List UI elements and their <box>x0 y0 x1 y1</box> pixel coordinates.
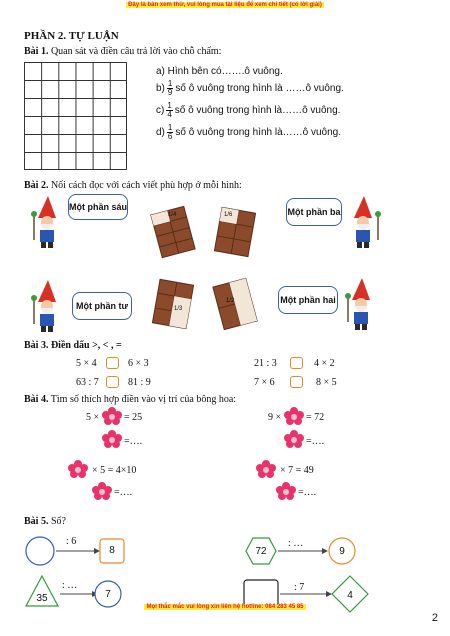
bai5-heading <box>24 516 66 527</box>
bai4-e3-dots: =…. <box>114 487 133 498</box>
bai4-e4-post: × 7 = 49 <box>280 465 314 476</box>
bai4-e2-post: = 72 <box>306 412 325 423</box>
chocolate-label-third: 1/3 <box>174 306 183 312</box>
compare-box[interactable] <box>290 357 303 369</box>
cmp-r2l-a: 63 : 7 <box>76 377 99 388</box>
bottom-banner-text: Mọi thắc mắc vui lòng xin liên hệ hotline: 084 283 45 85 <box>146 604 304 610</box>
page-number: 2 <box>431 612 438 624</box>
fraction-den: 4 <box>167 110 172 119</box>
bai3-instruction: Điền dấu >, < , = <box>50 340 122 351</box>
gnome-icon <box>340 278 382 332</box>
bai4-e4-dots: =…. <box>298 487 317 498</box>
bai4-e2-pre: 9 × <box>268 412 282 423</box>
cmp-r1r-b: 4 × 2 <box>314 358 335 369</box>
flower-icon[interactable] <box>68 460 88 478</box>
bubble-one-third[interactable]: Một phần ba <box>286 198 342 226</box>
compare-box[interactable] <box>290 376 303 388</box>
square-grid <box>24 62 127 170</box>
bai1-b-suffix: số ô vuông trong hình là ……ô vuông. <box>175 83 344 94</box>
bai3-heading <box>24 340 122 351</box>
bai1-heading <box>24 46 221 57</box>
fraction-1-6 <box>167 124 173 141</box>
bubble-one-sixth[interactable]: Một phần sáu <box>68 194 128 220</box>
compare-box[interactable] <box>106 376 119 388</box>
bai1-d <box>156 124 341 141</box>
chocolate-bar-half[interactable] <box>212 276 258 332</box>
fraction-1-4 <box>166 102 172 119</box>
chocolate-label-half: 1/2 <box>226 298 235 304</box>
compare-box[interactable] <box>106 357 119 369</box>
flow1-value: 8 <box>109 545 115 556</box>
gnome-icon <box>342 196 384 250</box>
flow3-op: : … <box>62 580 78 591</box>
bai4-e2-dots: =…. <box>306 436 325 447</box>
bai1-c <box>156 102 340 119</box>
chocolate-bar-third[interactable] <box>150 276 196 332</box>
bai4-heading <box>24 394 236 405</box>
bai2-instruction: Nối cách đọc với cách viết phù hợp ở mỗi hình: <box>50 180 242 191</box>
flow4-op: : 7 <box>294 582 305 593</box>
bai3-label: Bài 3. <box>24 340 49 351</box>
bai4-e1-dots: =…. <box>124 436 143 447</box>
bai1-c-prefix: c) <box>156 105 165 116</box>
bai5-instruction: Số? <box>50 516 66 527</box>
top-banner <box>0 2 450 8</box>
chocolate-label-quarter: 1/4 <box>168 212 177 218</box>
cmp-r2r-b: 8 × 5 <box>316 377 337 388</box>
fraction-den: 9 <box>167 88 173 97</box>
bai5-label: Bài 5. <box>24 516 49 527</box>
fraction-num: 1 <box>167 101 172 110</box>
bai1-b <box>156 80 344 97</box>
gnome-icon <box>26 196 68 250</box>
flower-icon[interactable] <box>102 430 122 448</box>
flower-icon[interactable] <box>276 482 296 500</box>
flow3-end: 7 <box>105 589 111 600</box>
bai1-label: Bài 1. <box>24 46 49 57</box>
section-title: PHẦN 2. TỰ LUẬN <box>24 30 119 42</box>
cmp-r1r-a: 21 : 3 <box>254 358 277 369</box>
top-banner-text: Đây là bản xem thử, vui lòng mua tài liệu để xem chi tiết (có lời giải) <box>128 2 322 8</box>
flow4-end: 4 <box>347 590 353 601</box>
bai4-instruction: Tìm số thích hợp điền vào vị trí của bông hoa: <box>50 394 237 405</box>
cmp-r1l-b: 6 × 3 <box>128 358 149 369</box>
bai1-d-prefix: d) <box>156 127 165 138</box>
flower-icon[interactable] <box>284 407 304 425</box>
chocolate-label-sixth: 1/6 <box>224 212 233 218</box>
bai1-instruction: Quan sát và điền câu trả lời vào chỗ chấm: <box>50 46 222 57</box>
flow2-end: 9 <box>339 546 345 557</box>
fraction-num: 1 <box>167 123 173 132</box>
bai4-e3-post: × 5 = 4×10 <box>92 465 137 476</box>
fraction-num: 1 <box>167 79 173 88</box>
cmp-r2l-b: 81 : 9 <box>128 377 151 388</box>
fraction-1-9 <box>167 80 173 97</box>
bai1-c-suffix: số ô vuông trong hình là……ô vuông. <box>174 105 341 116</box>
flower-icon[interactable] <box>102 407 122 425</box>
gnome-icon <box>26 280 68 334</box>
flower-icon[interactable] <box>284 430 304 448</box>
flow3-start: 35 <box>36 593 48 604</box>
bai1-a: a) Hình bên có…….ô vuông. <box>156 66 283 77</box>
bai4-e1-pre: 5 × <box>86 412 100 423</box>
chocolate-bar-sixth[interactable] <box>212 204 258 260</box>
bai1-d-suffix: số ô vuông trong hình là……ô vuông. <box>175 127 342 138</box>
bai1-b-prefix: b) <box>156 83 165 94</box>
bai2-heading <box>24 180 242 191</box>
bai4-label: Bài 4. <box>24 394 49 405</box>
fraction-den: 6 <box>167 132 173 141</box>
flower-icon[interactable] <box>256 460 276 478</box>
flower-icon[interactable] <box>92 482 112 500</box>
cmp-r2r-a: 7 × 6 <box>254 377 275 388</box>
bai2-label: Bài 2. <box>24 180 49 191</box>
bubble-one-half[interactable]: Một phần hai <box>278 286 338 314</box>
cmp-r1l-a: 5 × 4 <box>76 358 97 369</box>
bottom-banner <box>0 604 450 610</box>
flow2-start: 72 <box>255 546 267 557</box>
bai4-e1-post: = 25 <box>124 412 143 423</box>
bubble-one-quarter[interactable]: Một phần tư <box>72 292 132 320</box>
flow2-op: : … <box>288 538 304 549</box>
flow1-op: : 6 <box>66 536 77 547</box>
